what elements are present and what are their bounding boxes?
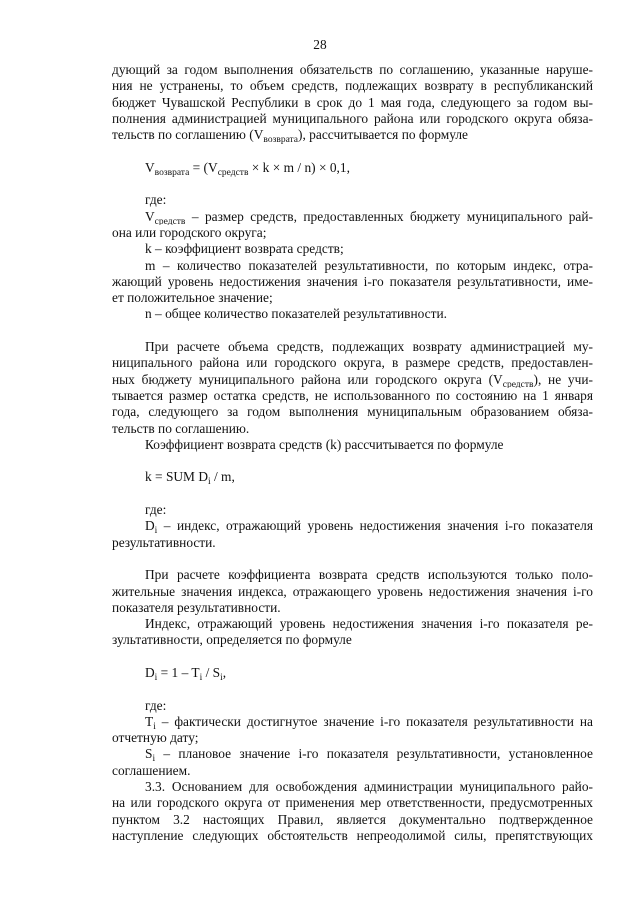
text-line: бюджет Чувашской Республики в срок до 1 мая года, следующего за годом вы- xyxy=(112,94,593,110)
formula-return-volume: $V_{возврата} = (V_{средств} \times k \times m / n) \times 0,1$, xyxy=(145,159,350,178)
paragraph-5 xyxy=(112,616,593,649)
text-line: наступление следующих обстоятельств непреодолимой силы, препятствующих xyxy=(112,827,593,843)
document-body xyxy=(112,62,593,844)
text-line: соглашением. xyxy=(112,762,191,778)
definition-k: k – коэффициент возврата средств; xyxy=(145,241,344,257)
text-line: ниципального района или городского округа, в размере средств, предоставлен- xyxy=(112,355,593,371)
text-line: жающий уровень недостижения значения i-го показателя результативности, име- xyxy=(112,273,593,289)
definition-s: $S_i$ – плановое значение i-го показателя результативности, установленное xyxy=(145,746,593,763)
formula-index: $D_i = 1 - T_i / S_i$, xyxy=(145,664,227,683)
text-line: При расчете коэффициента возврата средств используются только поло- xyxy=(145,567,593,583)
formula-coefficient: k = SUM $D_i$ / m, xyxy=(145,469,235,488)
paragraph-4 xyxy=(112,567,593,616)
text-line: года, следующего за годом выполнения муниципальным образованием обяза- xyxy=(112,404,593,420)
definition-n: n – общее количество показателей результативности. xyxy=(145,306,447,322)
definition-m: m – количество показателей результативности, по которым индекс, отра- xyxy=(145,257,593,273)
text-line: При расчете объема средств, подлежащих возврату администрацией му- xyxy=(145,339,593,355)
where-label: где: xyxy=(145,697,167,713)
text-line: тельств по соглашению $(V_{возврата})$, рассчитывается по формуле xyxy=(112,127,468,146)
text-line: 3.3. Основанием для освобождения администрации муниципального райо- xyxy=(145,779,593,795)
definition-t: $T_i$ – фактически достигнутое значение i-го показателя результативности на xyxy=(145,713,593,731)
text-line: ных бюджету муниципального района или городского округа $(V_{средств})$, не учи- xyxy=(112,371,593,388)
text-line: ния не устранены, то объем средств, подлежащих возврату в республиканский xyxy=(112,78,593,94)
paragraph-3: Коэффициент возврата средств (k) рассчитывается по формуле xyxy=(145,436,504,452)
where-label: где: xyxy=(145,192,167,208)
text-line: ет положительное значение; xyxy=(112,290,273,306)
text-line: дующий за годом выполнения обязательств по соглашению, указанные наруше- xyxy=(112,62,593,77)
text-line: тывается размер остатка средств, не использованного по состоянию на 1 января xyxy=(112,387,593,403)
paragraph-6 xyxy=(112,779,593,844)
text-line: жительные значения индекса, отражающего уровень недостижения значения i-го xyxy=(112,583,593,599)
text-line: полнения администрацией муниципального района или городского округа обяза- xyxy=(112,110,593,126)
text-line: Индекс, отражающий уровень недостижения значения i-го показателя ре- xyxy=(145,616,593,632)
text-line: тельств по соглашению. xyxy=(112,420,250,436)
text-line: она или городского округа; xyxy=(112,224,267,240)
text-line: на или городского округа от применения мер ответственности, предусмотренных xyxy=(112,795,593,811)
definition-v: $V_{средств}$ – размер средств, предоставленных бюджету муниципального рай- xyxy=(145,208,593,225)
text-line: зультативности, определяется по формуле xyxy=(112,632,352,648)
paragraph-1 xyxy=(112,62,593,146)
text-line: отчетную дату; xyxy=(112,730,199,746)
text-line: результативности. xyxy=(112,534,216,550)
definition-d: $D_i$ – индекс, отражающий уровень недостижения значения i-го показателя xyxy=(145,518,593,535)
text-line: показателя результативности. xyxy=(112,599,281,615)
page-number: 28 xyxy=(313,37,327,52)
text-line: пунктом 3.2 настоящих Правил, является документально подтвержденное xyxy=(112,811,593,827)
paragraph-2 xyxy=(112,339,593,437)
where-label: где: xyxy=(145,502,167,518)
